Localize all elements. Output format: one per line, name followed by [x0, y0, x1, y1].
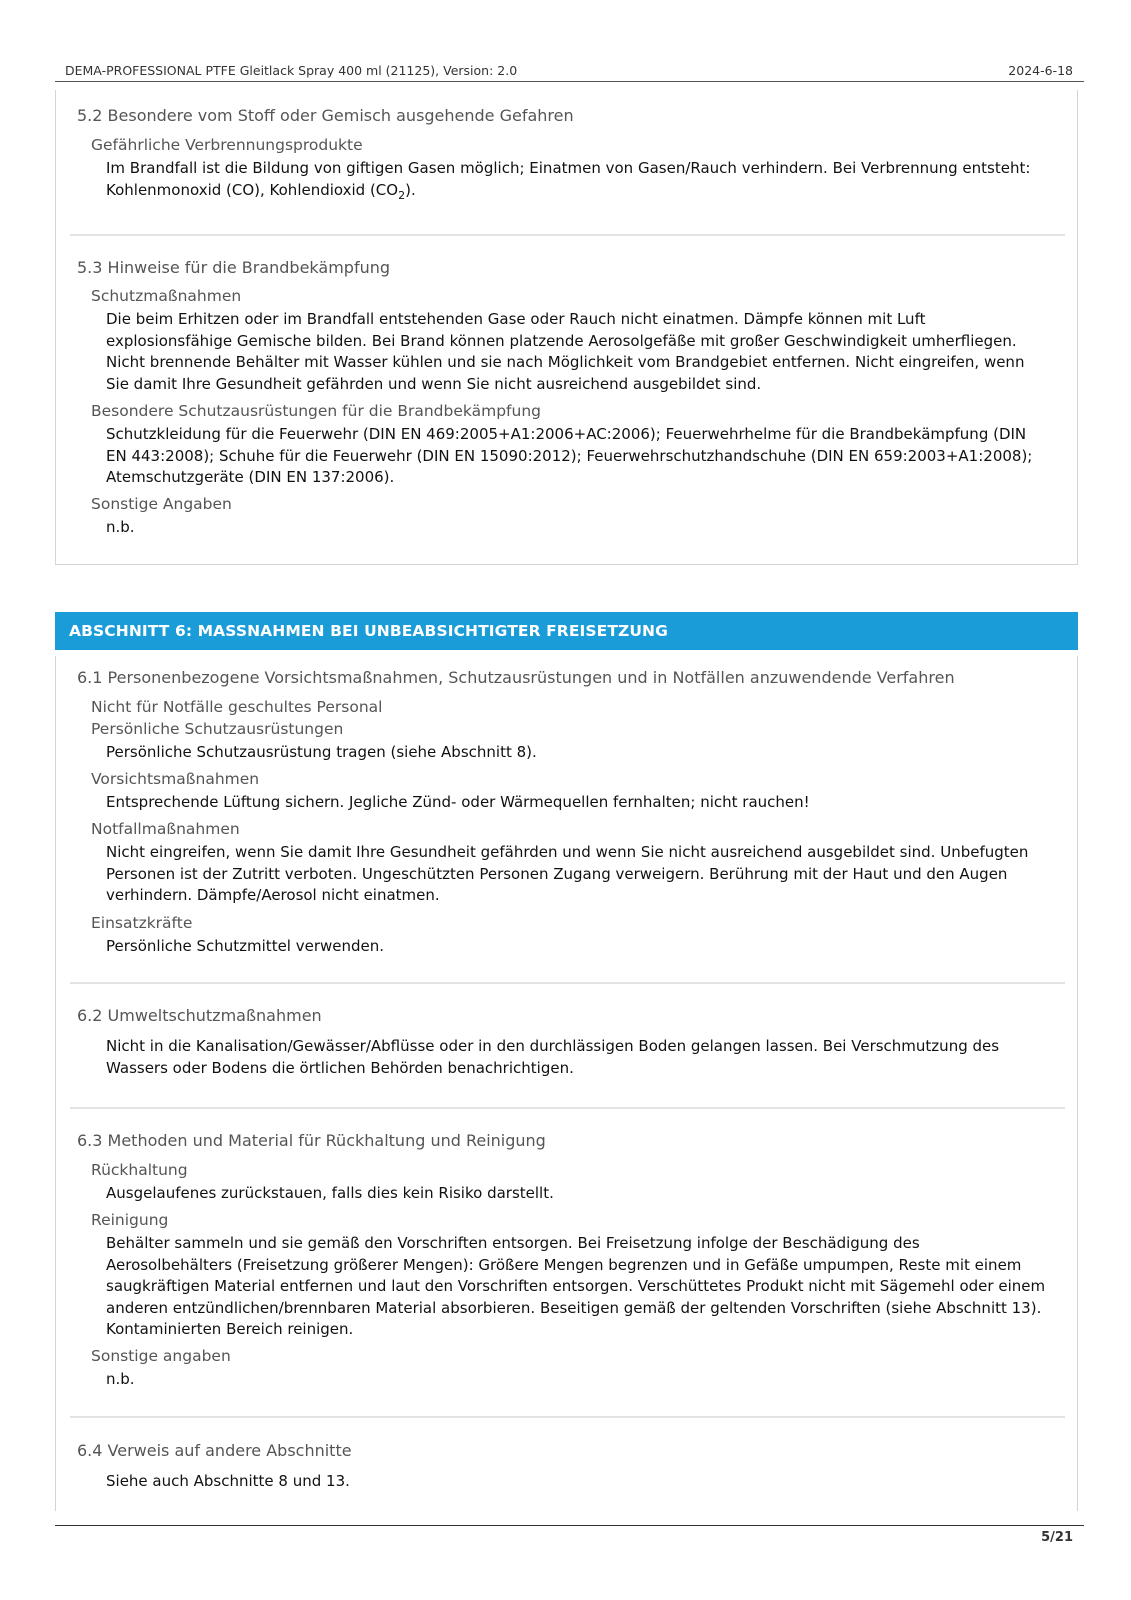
- combustion-products-text: Im Brandfall ist die Bildung von giftigen Gasen möglich; Einatmen von Gasen/Rauch verhindern. Bei Verbrennung entsteht: Kohlenmonoxid (CO), Kohlendioxid $(CO_2)$.: [106, 159, 1031, 202]
- protective-measures-label: Schutzmaßnahmen: [91, 287, 242, 305]
- section-6-3-title: 6.3 Methoden und Material für Rückhaltung und Reinigung: [77, 1131, 546, 1150]
- containment-text: Ausgelaufenes zurückstauen, falls dies kein Risiko darstellt.: [106, 1184, 554, 1202]
- ppe-text: Persönliche Schutzausrüstung tragen (siehe Abschnitt 8).: [106, 743, 537, 761]
- subsection-divider: [70, 1107, 1065, 1109]
- firefighting-equipment-text: Schutzkleidung für die Feuerwehr (DIN EN 469:2005+A1:2006+AC:2006); Feuerwehrhelme für die Brandbekämpfung (DIN EN 443:2008); Schuhe für die Feuerwehr (DIN EN 15090:2012); Feuerwehrschutzhandschuhe (DIN EN 659:2003+A1:2008); Atemschutzgeräte (DIN EN 137:2006).: [106, 425, 1033, 486]
- other-info-text-6-3: n.b.: [106, 1370, 135, 1388]
- combustion-products-label: Gefährliche Verbrennungsprodukte: [91, 136, 363, 154]
- precautions-text: Entsprechende Lüftung sichern. Jegliche Zünd- oder Wärmequellen fernhalten; nicht rauchen!: [106, 793, 810, 811]
- subsection-divider: [70, 982, 1065, 984]
- cleanup-label: Reinigung: [91, 1211, 169, 1229]
- section-6-4-title: 6.4 Verweis auf andere Abschnitte: [77, 1441, 352, 1460]
- emergency-responders-text: Persönliche Schutzmittel verwenden.: [106, 937, 385, 955]
- ppe-label: Persönliche Schutzausrüstungen: [91, 720, 344, 738]
- page-number: 5/21: [1041, 1530, 1073, 1545]
- emergency-measures-text: Nicht eingreifen, wenn Sie damit Ihre Gesundheit gefährden und wenn Sie nicht ausreichend ausgebildet sind. Unbefugten Personen ist der Zutritt verboten. Ungeschützten Personen Zugang verweigern. Berührung mit der Haut und den Augen verhindern. Dämpfe/Aerosol nicht einatmen.: [106, 843, 1029, 904]
- header-rule: [55, 81, 1084, 82]
- emergency-responders-label: Einsatzkräfte: [91, 914, 193, 932]
- protective-measures-text: Die beim Erhitzen oder im Brandfall entstehenden Gase oder Rauch nicht einatmen. Dämpfe können mit Luft explosionsfähige Gemische bilden. Bei Brand können platzende Aerosolgefäße mit großer Geschwindigkeit umherfliegen. Nicht brennende Behälter mit Wasser kühlen und sie nach Möglichkeit vom Brandgebiet entfernen. Nicht eingreifen, wenn Sie damit Ihre Gesundheit gefährden und wenn Sie nicht ausreichend ausgebildet sind.: [106, 310, 1025, 393]
- section-5-3-title: 5.3 Hinweise für die Brandbekämpfung: [77, 258, 391, 277]
- non-emergency-personnel-label: Nicht für Notfälle geschultes Personal: [91, 698, 383, 716]
- emergency-measures-label: Notfallmaßnahmen: [91, 820, 240, 838]
- environmental-precautions-text: Nicht in die Kanalisation/Gewässer/Abflüsse oder in den durchlässigen Boden gelangen lassen. Bei Verschmutzung des Wassers oder Bodens die örtlichen Behörden benachrichtigen.: [106, 1037, 1000, 1077]
- footer-rule: [55, 1525, 1084, 1526]
- containment-label: Rückhaltung: [91, 1161, 188, 1179]
- subsection-divider: [70, 234, 1065, 236]
- section-6-2-title: 6.2 Umweltschutzmaßnahmen: [77, 1006, 322, 1025]
- section-5-2-title: 5.2 Besondere vom Stoff oder Gemisch ausgehende Gefahren: [77, 106, 574, 125]
- document-title: DEMA-PROFESSIONAL PTFE Gleitlack Spray 400 ml (21125), Version: 2.0: [65, 63, 518, 78]
- other-info-label: Sonstige Angaben: [91, 495, 232, 513]
- other-info-text: n.b.: [106, 518, 135, 536]
- cross-reference-text: Siehe auch Abschnitte 8 und 13.: [106, 1472, 350, 1490]
- document-date: 2024-6-18: [1008, 63, 1073, 78]
- other-info-label-6-3: Sonstige angaben: [91, 1347, 231, 1365]
- cleanup-text: Behälter sammeln und sie gemäß den Vorschriften entsorgen. Bei Freisetzung infolge der Beschädigung des Aerosolbehälters (Freisetzung größerer Mengen): Größere Mengen begrenzen und in Gefäße umpumpen, Reste mit einem saugkräftigen Material entfernen und laut den Vorschriften entsorgen. Verschüttetes Produkt nicht mit Sägemehl oder einem anderen entzündlichen/brennbaren Material absorbieren. Beseitigen gemäß der geltenden Vorschriften (siehe Abschnitt 13). Kontaminierten Bereich reinigen.: [106, 1234, 1046, 1338]
- section-6-1-title: 6.1 Personenbezogene Vorsichtsmaßnahmen, Schutzausrüstungen und in Notfällen anzuwendende Verfahren: [77, 668, 955, 687]
- firefighting-equipment-label: Besondere Schutzausrüstungen für die Brandbekämpfung: [91, 402, 541, 420]
- subsection-divider: [70, 1416, 1065, 1418]
- section-6-banner: ABSCHNITT 6: MASSNAHMEN BEI UNBEABSICHTIGTER FREISETZUNG: [55, 612, 1078, 650]
- precautions-label: Vorsichtsmaßnahmen: [91, 770, 260, 788]
